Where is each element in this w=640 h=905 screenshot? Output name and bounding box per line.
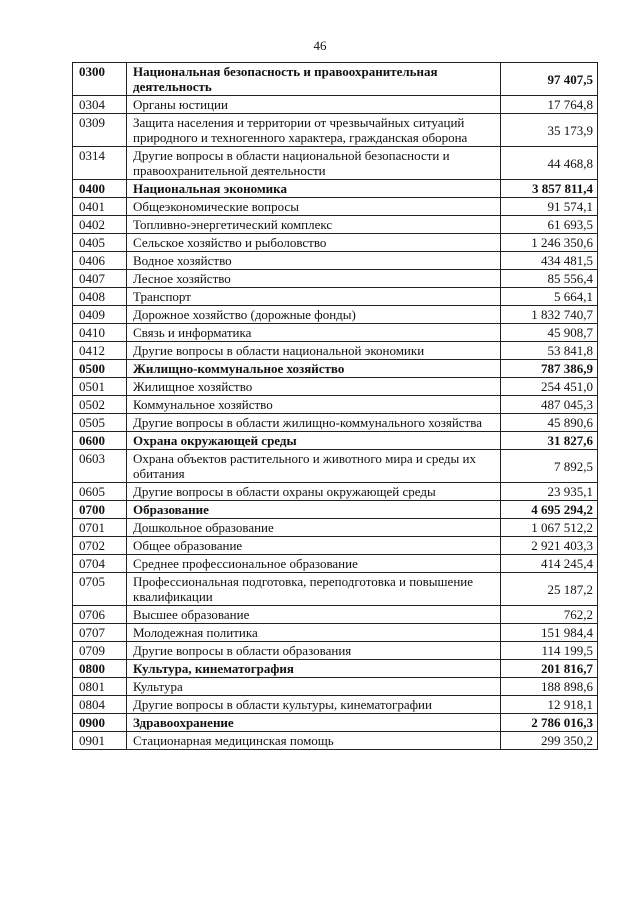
amount-cell: 25 187,2	[501, 573, 598, 606]
amount-cell: 7 892,5	[501, 450, 598, 483]
name-cell: Охрана объектов растительного и животного мира и среды их обитания	[127, 450, 501, 483]
amount-cell: 2 921 403,3	[501, 537, 598, 555]
table-row	[73, 573, 598, 606]
section-row	[73, 63, 598, 96]
name-cell: Другие вопросы в области жилищно-коммунального хозяйства	[127, 414, 501, 432]
code-cell: 0412	[73, 342, 127, 360]
code-cell: 0408	[73, 288, 127, 306]
name-cell: Коммунальное хозяйство	[127, 396, 501, 414]
section-row	[73, 360, 598, 378]
code-cell: 0709	[73, 642, 127, 660]
table-row	[73, 396, 598, 414]
code-cell: 0400	[73, 180, 127, 198]
amount-cell: 1 246 350,6	[501, 234, 598, 252]
name-cell: Культура	[127, 678, 501, 696]
name-cell: Здравоохранение	[127, 714, 501, 732]
amount-cell: 45 908,7	[501, 324, 598, 342]
table-row	[73, 270, 598, 288]
name-cell: Защита населения и территории от чрезвычайных ситуаций природного и техногенного характера, гражданская оборона	[127, 114, 501, 147]
table-row	[73, 696, 598, 714]
amount-cell: 151 984,4	[501, 624, 598, 642]
amount-cell: 91 574,1	[501, 198, 598, 216]
amount-cell: 61 693,5	[501, 216, 598, 234]
table-row	[73, 147, 598, 180]
name-cell: Жилищное хозяйство	[127, 378, 501, 396]
page-number: 46	[313, 38, 327, 53]
table-row	[73, 606, 598, 624]
table-row	[73, 624, 598, 642]
amount-cell: 254 451,0	[501, 378, 598, 396]
code-cell: 0800	[73, 660, 127, 678]
name-cell: Дорожное хозяйство (дорожные фонды)	[127, 306, 501, 324]
amount-cell: 23 935,1	[501, 483, 598, 501]
table-row	[73, 252, 598, 270]
code-cell: 0314	[73, 147, 127, 180]
amount-cell: 4 695 294,2	[501, 501, 598, 519]
code-cell: 0304	[73, 96, 127, 114]
amount-cell: 3 857 811,4	[501, 180, 598, 198]
code-cell: 0500	[73, 360, 127, 378]
section-row	[73, 432, 598, 450]
name-cell: Топливно-энергетический комплекс	[127, 216, 501, 234]
amount-cell: 97 407,5	[501, 63, 598, 96]
code-cell: 0705	[73, 573, 127, 606]
amount-cell: 1 832 740,7	[501, 306, 598, 324]
table-row	[73, 324, 598, 342]
name-cell: Молодежная политика	[127, 624, 501, 642]
name-cell: Водное хозяйство	[127, 252, 501, 270]
amount-cell: 299 350,2	[501, 732, 598, 750]
amount-cell: 201 816,7	[501, 660, 598, 678]
name-cell: Образование	[127, 501, 501, 519]
code-cell: 0801	[73, 678, 127, 696]
table-row	[73, 483, 598, 501]
name-cell: Другие вопросы в области национальной безопасности и правоохранительной деятельности	[127, 147, 501, 180]
name-cell: Жилищно-коммунальное хозяйство	[127, 360, 501, 378]
code-cell: 0501	[73, 378, 127, 396]
code-cell: 0505	[73, 414, 127, 432]
name-cell: Дошкольное образование	[127, 519, 501, 537]
table-row	[73, 342, 598, 360]
name-cell: Высшее образование	[127, 606, 501, 624]
name-cell: Транспорт	[127, 288, 501, 306]
amount-cell: 487 045,3	[501, 396, 598, 414]
amount-cell: 45 890,6	[501, 414, 598, 432]
code-cell: 0502	[73, 396, 127, 414]
budget-table	[72, 62, 598, 750]
code-cell: 0704	[73, 555, 127, 573]
name-cell: Охрана окружающей среды	[127, 432, 501, 450]
amount-cell: 414 245,4	[501, 555, 598, 573]
table-row	[73, 216, 598, 234]
code-cell: 0309	[73, 114, 127, 147]
name-cell: Национальная безопасность и правоохранительная деятельность	[127, 63, 501, 96]
amount-cell: 787 386,9	[501, 360, 598, 378]
amount-cell: 17 764,8	[501, 96, 598, 114]
code-cell: 0701	[73, 519, 127, 537]
amount-cell: 188 898,6	[501, 678, 598, 696]
amount-cell: 53 841,8	[501, 342, 598, 360]
amount-cell: 44 468,8	[501, 147, 598, 180]
amount-cell: 434 481,5	[501, 252, 598, 270]
code-cell: 0409	[73, 306, 127, 324]
code-cell: 0707	[73, 624, 127, 642]
section-row	[73, 180, 598, 198]
table-row	[73, 555, 598, 573]
table-row	[73, 114, 598, 147]
name-cell: Связь и информатика	[127, 324, 501, 342]
code-cell: 0605	[73, 483, 127, 501]
code-cell: 0702	[73, 537, 127, 555]
name-cell: Среднее профессиональное образование	[127, 555, 501, 573]
table-row	[73, 96, 598, 114]
code-cell: 0405	[73, 234, 127, 252]
table-row	[73, 519, 598, 537]
code-cell: 0804	[73, 696, 127, 714]
table-row	[73, 198, 598, 216]
code-cell: 0407	[73, 270, 127, 288]
table-row	[73, 234, 598, 252]
amount-cell: 5 664,1	[501, 288, 598, 306]
code-cell: 0900	[73, 714, 127, 732]
name-cell: Стационарная медицинская помощь	[127, 732, 501, 750]
name-cell: Профессиональная подготовка, переподготовка и повышение квалификации	[127, 573, 501, 606]
name-cell: Культура, кинематография	[127, 660, 501, 678]
name-cell: Другие вопросы в области образования	[127, 642, 501, 660]
code-cell: 0402	[73, 216, 127, 234]
name-cell: Сельское хозяйство и рыболовство	[127, 234, 501, 252]
amount-cell: 31 827,6	[501, 432, 598, 450]
code-cell: 0901	[73, 732, 127, 750]
code-cell: 0700	[73, 501, 127, 519]
amount-cell: 762,2	[501, 606, 598, 624]
section-row	[73, 501, 598, 519]
name-cell: Другие вопросы в области охраны окружающей среды	[127, 483, 501, 501]
section-row	[73, 660, 598, 678]
amount-cell: 1 067 512,2	[501, 519, 598, 537]
code-cell: 0401	[73, 198, 127, 216]
code-cell: 0410	[73, 324, 127, 342]
name-cell: Органы юстиции	[127, 96, 501, 114]
code-cell: 0706	[73, 606, 127, 624]
table-row	[73, 642, 598, 660]
name-cell: Общеэкономические вопросы	[127, 198, 501, 216]
amount-cell: 114 199,5	[501, 642, 598, 660]
amount-cell: 35 173,9	[501, 114, 598, 147]
amount-cell: 85 556,4	[501, 270, 598, 288]
table-row	[73, 450, 598, 483]
table-row	[73, 537, 598, 555]
name-cell: Национальная экономика	[127, 180, 501, 198]
section-row	[73, 714, 598, 732]
name-cell: Лесное хозяйство	[127, 270, 501, 288]
budget-table-body	[73, 63, 598, 750]
table-row	[73, 414, 598, 432]
name-cell: Другие вопросы в области национальной экономики	[127, 342, 501, 360]
amount-cell: 12 918,1	[501, 696, 598, 714]
table-row	[73, 306, 598, 324]
code-cell: 0300	[73, 63, 127, 96]
amount-cell: 2 786 016,3	[501, 714, 598, 732]
code-cell: 0603	[73, 450, 127, 483]
table-row	[73, 288, 598, 306]
name-cell: Общее образование	[127, 537, 501, 555]
table-row	[73, 378, 598, 396]
table-row	[73, 732, 598, 750]
table-row	[73, 678, 598, 696]
name-cell: Другие вопросы в области культуры, кинематографии	[127, 696, 501, 714]
code-cell: 0406	[73, 252, 127, 270]
code-cell: 0600	[73, 432, 127, 450]
